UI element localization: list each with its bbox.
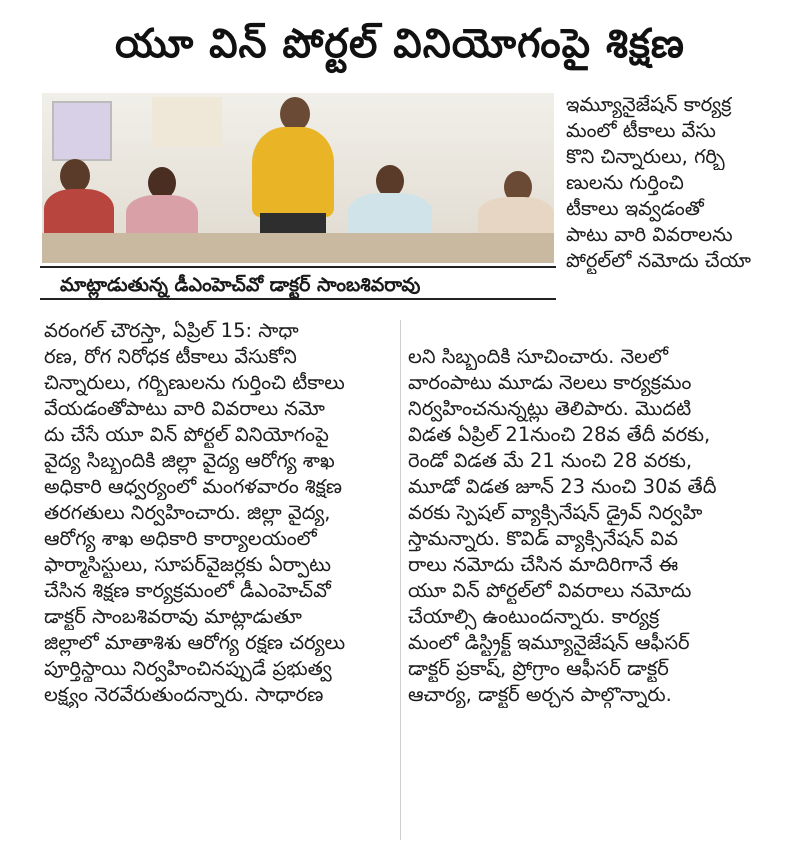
photo-caption: మాట్లాడుతున్న డీఎంహెచ్‌వో డాక్టర్ సాంబశివరావు [40, 266, 556, 300]
article-line: వరకు స్పెషల్ వ్యాక్సినేషన్ డ్రైవ్ నిర్వహి [408, 501, 703, 524]
photo-person [44, 189, 114, 239]
article-line: ణులను గుర్తించి [566, 171, 684, 194]
article-line: పాటు వారి వివరాలను [566, 223, 733, 246]
article-line: స్తామన్నారు. కొవిడ్ వ్యాక్సినేషన్ వివ [408, 527, 678, 550]
photo-person-head [280, 97, 310, 131]
article-column-right-top [566, 92, 790, 274]
headline: యూ విన్ పోర్టల్ వినియోగంపై శిక్షణ [115, 21, 685, 67]
article-line: విడత ఏప్రిల్ 21నుంచి 28వ తేదీ వరకు, [408, 423, 711, 446]
article-line: మంలో టీకాలు వేసు [566, 119, 716, 142]
article-line: రాలు నమోదు చేసిన మాదిరిగానే ఈ [408, 553, 679, 576]
article-line: అధికారి ఆధ్వర్యంలో మంగళవారం శిక్షణ [44, 475, 342, 498]
article-line: మంలో డిస్ట్రిక్ట్ ఇమ్యూనైజేషన్ ఆఫీసర్ [408, 631, 690, 654]
article-line: డాక్టర్ సాంబశివరావు మాట్లాడుతూ [44, 605, 302, 628]
article-column-right [408, 344, 792, 708]
article-line: ఫార్మాసిస్టులు, సూపర్‌వైజర్లకు ఏర్పాటు [44, 553, 332, 576]
article-column-left [44, 318, 394, 708]
article-line: లక్ష్యం నెరవేరుతుందన్నారు. సాధారణ [44, 683, 324, 706]
article-line: టీకాలు ఇవ్వడంతో [566, 197, 704, 220]
article-line: చేసిన శిక్షణ కార్యక్రమంలో డీఎంహెచ్‌వో [44, 579, 331, 602]
article-line: వేయడంతోపాటు వారి వివరాలు నమో [44, 397, 325, 420]
article-line: దు చేసే యూ విన్ పోర్టల్ వినియోగంపై [44, 423, 329, 446]
article-line: ఆరోగ్య శాఖ అధికారి కార్యాలయంలో [44, 527, 317, 550]
photo-person-head [60, 159, 90, 193]
article-line: చేయాల్సి ఉంటుందన్నారు. కార్యక్ర [408, 605, 660, 628]
article-line: కొని చిన్నారులు, గర్భి [566, 145, 725, 168]
article-line: వారంపాటు మూడు నెలలు కార్యక్రమం [408, 371, 692, 394]
article-line: మూడో విడత జూన్ 23 నుంచి 30వ తేదీ [408, 475, 717, 498]
article-line: చిన్నారులు, గర్భిణులను గుర్తించి టీకాలు [44, 371, 345, 394]
article-line: ఇమ్యూనైజేషన్ కార్యక్ర [566, 93, 732, 116]
article-line: రణ, రోగ నిరోధక టీకాలు వేసుకోని [44, 345, 297, 368]
article-line: డాక్టర్ ప్రకాష్, ప్రోగ్రాం ఆఫీసర్ డాక్టర్ [408, 657, 669, 680]
photo-table [42, 233, 554, 263]
article-line: ఆచార్య, డాక్టర్ అర్చన పాల్గొన్నారు. [408, 683, 672, 706]
article-line: లని సిబ్బందికి సూచించారు. నెలలో [408, 345, 669, 368]
photo-person [252, 127, 334, 217]
article-line: పూర్తిస్థాయి నిర్వహించినప్పుడే ప్రభుత్వ [44, 657, 332, 680]
article-line: రెండో విడత మే 21 నుంచి 28 వరకు, [408, 449, 693, 472]
article-line: వైద్య సిబ్బందికి జిల్లా వైద్య ఆరోగ్య శాఖ [44, 449, 335, 472]
photo-poster [152, 97, 222, 147]
column-divider [400, 320, 401, 840]
article-line: వరంగల్ చౌరస్తా, ఏప్రిల్ 15: సాధా [44, 319, 299, 342]
article-line: పోర్టల్‌లో నమోదు చేయా [566, 249, 751, 272]
article-line: యూ విన్ పోర్టల్‌లో వివరాలు నమోదు [408, 579, 692, 602]
article-line: జిల్లాలో మాతాశిశు ఆరోగ్య రక్షణ చర్యలు [44, 631, 346, 654]
news-photo [42, 93, 554, 263]
article-line: తరగతులు నిర్వహించారు. జిల్లా వైద్య, [44, 501, 331, 524]
article-line: నిర్వహించనున్నట్లు తెలిపారు. మొదటి [408, 397, 692, 420]
photo-poster [52, 101, 112, 161]
